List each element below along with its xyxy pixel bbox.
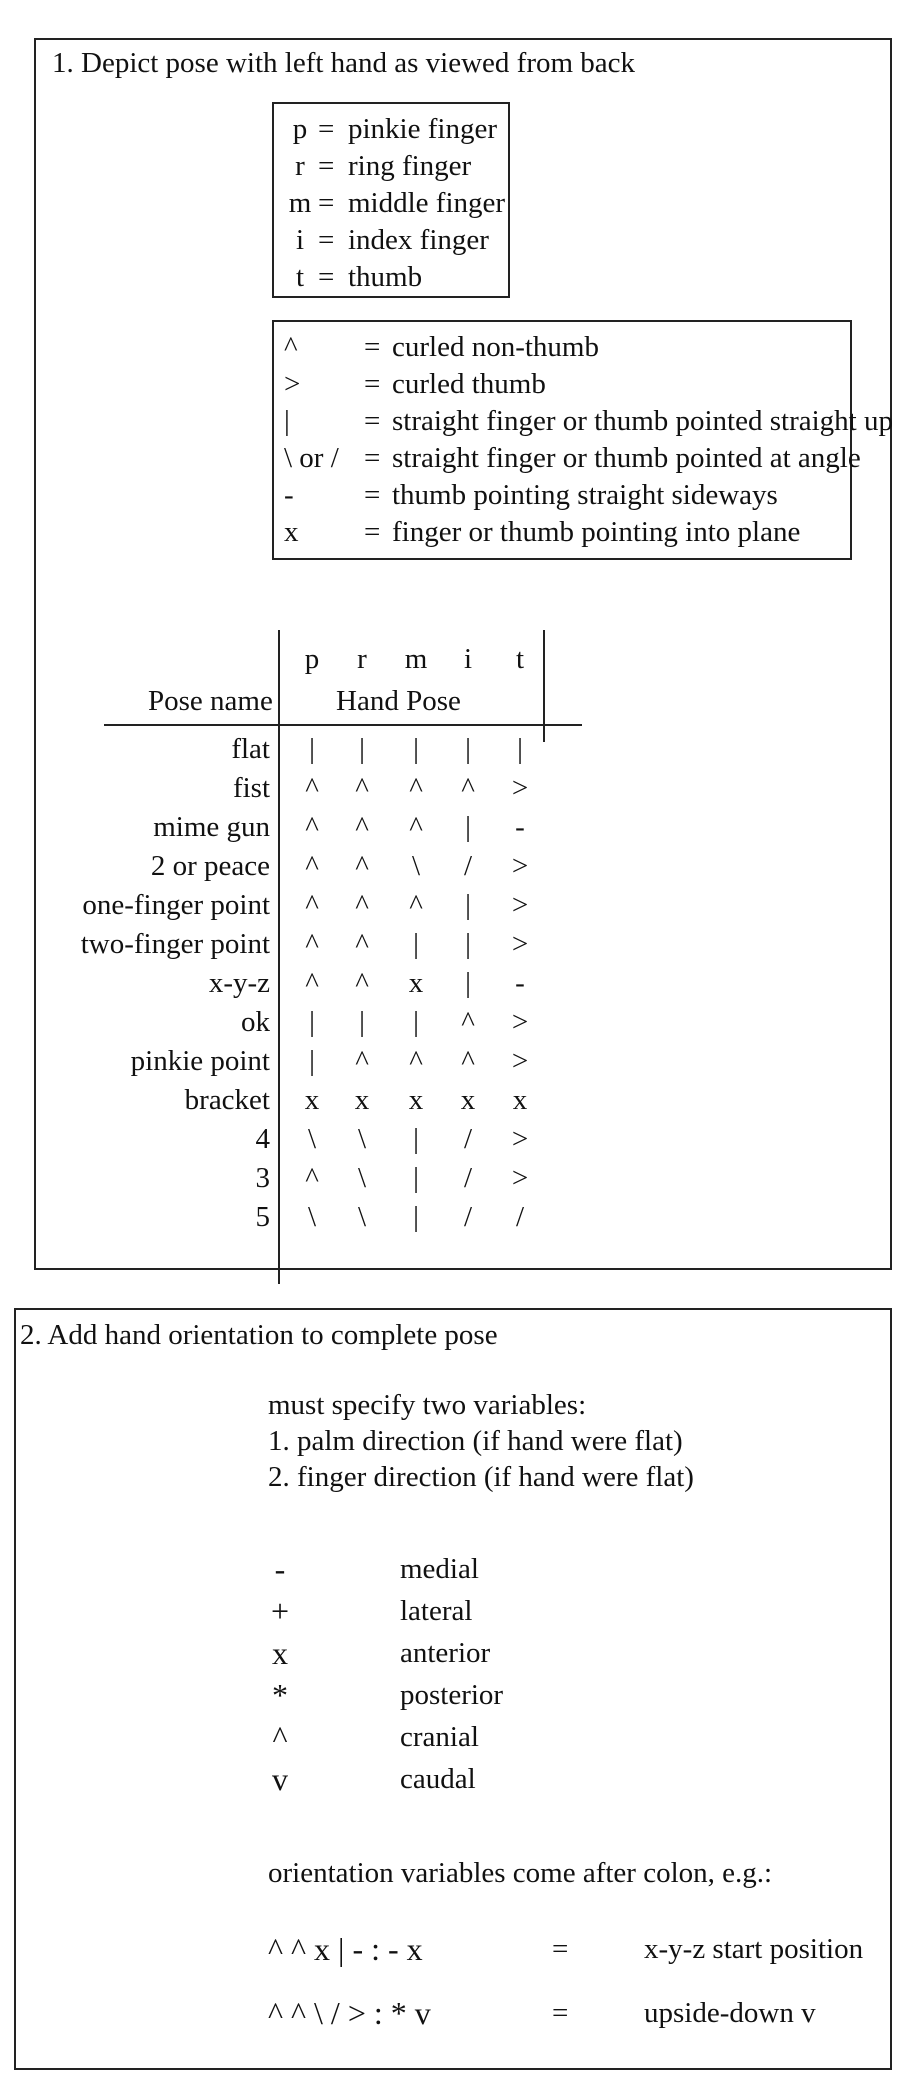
finger-key-equals: =	[318, 261, 335, 293]
pose-cell: /	[463, 1162, 473, 1194]
symbol-key-symbol: ^	[284, 331, 298, 363]
finger-key-name: pinkie finger	[348, 113, 497, 145]
pose-cell: ^	[305, 967, 319, 999]
symbol-key-symbol: >	[284, 368, 301, 400]
pose-cell: |	[517, 733, 523, 765]
finger-key-abbr: r	[295, 150, 305, 182]
pose-name: flat	[231, 733, 270, 765]
direction-meaning: caudal	[400, 1763, 476, 1795]
pose-cell: \	[307, 1201, 317, 1233]
pose-cell: \	[357, 1162, 367, 1194]
pose-cell: |	[465, 811, 471, 843]
pose-cell: ^	[355, 889, 369, 921]
finger-column-header: m	[404, 643, 428, 675]
symbol-key-equals: =	[364, 516, 381, 548]
finger-key-abbr: p	[292, 113, 308, 145]
finger-key-abbr: t	[295, 261, 305, 293]
pose-cell: ^	[409, 811, 423, 843]
direction-meaning: lateral	[400, 1595, 473, 1627]
direction-symbol: x	[272, 1635, 288, 1671]
pose-cell: x	[354, 1084, 370, 1116]
pose-cell: x	[304, 1084, 320, 1116]
pose-cell: |	[413, 928, 419, 960]
section2-heading: 2. Add hand orientation to complete pose	[20, 1319, 498, 1351]
pose-cell: |	[465, 928, 471, 960]
direction-meaning: anterior	[400, 1637, 491, 1669]
pose-cell: |	[309, 1045, 315, 1077]
pose-cell: \	[357, 1201, 367, 1233]
direction-meaning: posterior	[400, 1679, 504, 1711]
pose-cell: |	[465, 889, 471, 921]
pose-name: pinkie point	[130, 1045, 270, 1077]
table-header-rule	[104, 724, 582, 726]
pose-cell: >	[511, 850, 529, 882]
pose-cell: |	[465, 733, 471, 765]
pose-cell: ^	[461, 772, 475, 804]
symbol-key-equals: =	[364, 368, 381, 400]
finger-column-header: p	[304, 643, 320, 675]
example-1-code: ^ ^ x | - : - x	[268, 1931, 423, 1967]
pose-cell: >	[511, 1045, 529, 1077]
pose-cell: ^	[409, 889, 423, 921]
symbol-key-meaning: curled non-thumb	[392, 331, 599, 363]
pose-cell: ^	[305, 928, 319, 960]
pose-name: fist	[232, 772, 270, 804]
finger-key-equals: =	[318, 113, 335, 145]
symbol-key-symbol: x	[284, 516, 299, 548]
intro-line-1: must specify two variables:	[268, 1389, 587, 1421]
section1-heading: 1. Depict pose with left hand as viewed from back	[52, 47, 636, 79]
hand-pose-header: Hand Pose	[336, 685, 461, 717]
pose-cell: ^	[305, 772, 319, 804]
symbol-key-equals: =	[364, 331, 381, 363]
symbol-key-symbol: |	[284, 405, 290, 437]
direction-symbol: *	[272, 1677, 288, 1713]
pose-cell: x	[460, 1084, 476, 1116]
example-1-equals: =	[552, 1933, 569, 1965]
pose-cell: |	[465, 967, 471, 999]
pose-cell: \	[411, 850, 421, 882]
pose-cell: ^	[355, 811, 369, 843]
direction-symbol: -	[274, 1551, 286, 1587]
symbol-key-meaning: straight finger or thumb pointed straight up	[392, 405, 893, 437]
example-2-code: ^ ^ \ / > : * v	[268, 1995, 431, 2031]
pose-name: 5	[255, 1201, 270, 1233]
pose-cell: |	[359, 733, 365, 765]
finger-key-equals: =	[318, 224, 335, 256]
pose-cell: ^	[355, 928, 369, 960]
finger-key-name: ring finger	[348, 150, 472, 182]
example-1-result: x-y-z start position	[644, 1933, 864, 1965]
pose-cell: |	[413, 733, 419, 765]
pose-name: one-finger point	[82, 889, 270, 921]
symbol-key-symbol: \ or /	[284, 442, 339, 474]
finger-key-equals: =	[318, 187, 335, 219]
example-2-result: upside-down v	[644, 1997, 816, 2029]
finger-key-abbr: i	[295, 224, 305, 256]
orientation-panel	[14, 1308, 892, 2070]
pose-name: two-finger point	[80, 928, 270, 960]
pose-cell: |	[413, 1123, 419, 1155]
table-left-divider	[278, 630, 280, 1284]
pose-cell: ^	[355, 967, 369, 999]
pose-cell: |	[413, 1162, 419, 1194]
pose-name: mime gun	[153, 811, 270, 843]
pose-cell: x	[408, 967, 424, 999]
finger-key-name: index finger	[348, 224, 489, 256]
pose-cell: >	[511, 928, 529, 960]
pose-cell: |	[359, 1006, 365, 1038]
example-2-equals: =	[552, 1997, 569, 2029]
intro-line-2: 1. palm direction (if hand were flat)	[268, 1425, 683, 1457]
pose-depiction-panel	[34, 38, 892, 1270]
symbol-key-equals: =	[364, 479, 381, 511]
pose-cell: |	[413, 1201, 419, 1233]
finger-column-header: t	[515, 643, 525, 675]
symbol-key-symbol: -	[284, 479, 294, 511]
finger-column-header: i	[463, 643, 473, 675]
pose-cell: ^	[461, 1006, 475, 1038]
pose-cell: >	[511, 1006, 529, 1038]
pose-cell: /	[515, 1201, 525, 1233]
symbol-key-equals: =	[364, 405, 381, 437]
pose-name: bracket	[184, 1084, 270, 1116]
pose-cell: ^	[409, 1045, 423, 1077]
intro-line-3: 2. finger direction (if hand were flat)	[268, 1461, 694, 1493]
pose-cell: \	[307, 1123, 317, 1155]
pose-table	[36, 40, 894, 1272]
pose-cell: |	[309, 733, 315, 765]
direction-symbol: ^	[272, 1719, 288, 1755]
pose-cell: |	[413, 1006, 419, 1038]
colon-note: orientation variables come after colon, e.g.:	[268, 1857, 773, 1889]
pose-name: x-y-z	[208, 967, 270, 999]
pose-cell: x	[512, 1084, 528, 1116]
finger-column-header: r	[357, 643, 367, 675]
symbol-key-meaning: straight finger or thumb pointed at angle	[392, 442, 861, 474]
pose-cell: ^	[305, 850, 319, 882]
pose-cell: ^	[305, 1162, 319, 1194]
finger-key-name: middle finger	[348, 187, 506, 219]
direction-symbol: v	[272, 1761, 288, 1797]
direction-meaning: cranial	[400, 1721, 479, 1753]
pose-name-header: Pose name	[148, 685, 273, 717]
pose-cell: >	[511, 772, 529, 804]
finger-key-abbr: m	[288, 187, 312, 219]
pose-cell: ^	[305, 811, 319, 843]
pose-cell: >	[511, 1123, 529, 1155]
pose-cell: ^	[355, 772, 369, 804]
pose-cell: x	[408, 1084, 424, 1116]
pose-cell: -	[515, 967, 525, 999]
finger-key-name: thumb	[348, 261, 423, 293]
symbol-key-equals: =	[364, 442, 381, 474]
symbol-key-meaning: finger or thumb pointing into plane	[392, 516, 801, 548]
pose-name: 3	[255, 1162, 270, 1194]
direction-symbol: +	[270, 1593, 290, 1629]
pose-cell: /	[463, 1123, 473, 1155]
pose-name: ok	[241, 1006, 270, 1038]
symbol-key-meaning: thumb pointing straight sideways	[392, 479, 778, 511]
pose-cell: ^	[461, 1045, 475, 1077]
pose-cell: -	[515, 811, 525, 843]
pose-cell: /	[463, 1201, 473, 1233]
pose-cell: ^	[409, 772, 423, 804]
pose-cell: ^	[305, 889, 319, 921]
pose-cell: \	[357, 1123, 367, 1155]
direction-meaning: medial	[400, 1553, 479, 1585]
symbol-key-meaning: curled thumb	[392, 368, 546, 400]
pose-cell: ^	[355, 1045, 369, 1077]
pose-cell: >	[511, 889, 529, 921]
pose-cell: /	[463, 850, 473, 882]
pose-cell: |	[309, 1006, 315, 1038]
pose-name: 2 or peace	[150, 850, 270, 882]
finger-key-equals: =	[318, 150, 335, 182]
pose-cell: ^	[355, 850, 369, 882]
pose-name: 4	[255, 1123, 270, 1155]
pose-cell: >	[511, 1162, 529, 1194]
